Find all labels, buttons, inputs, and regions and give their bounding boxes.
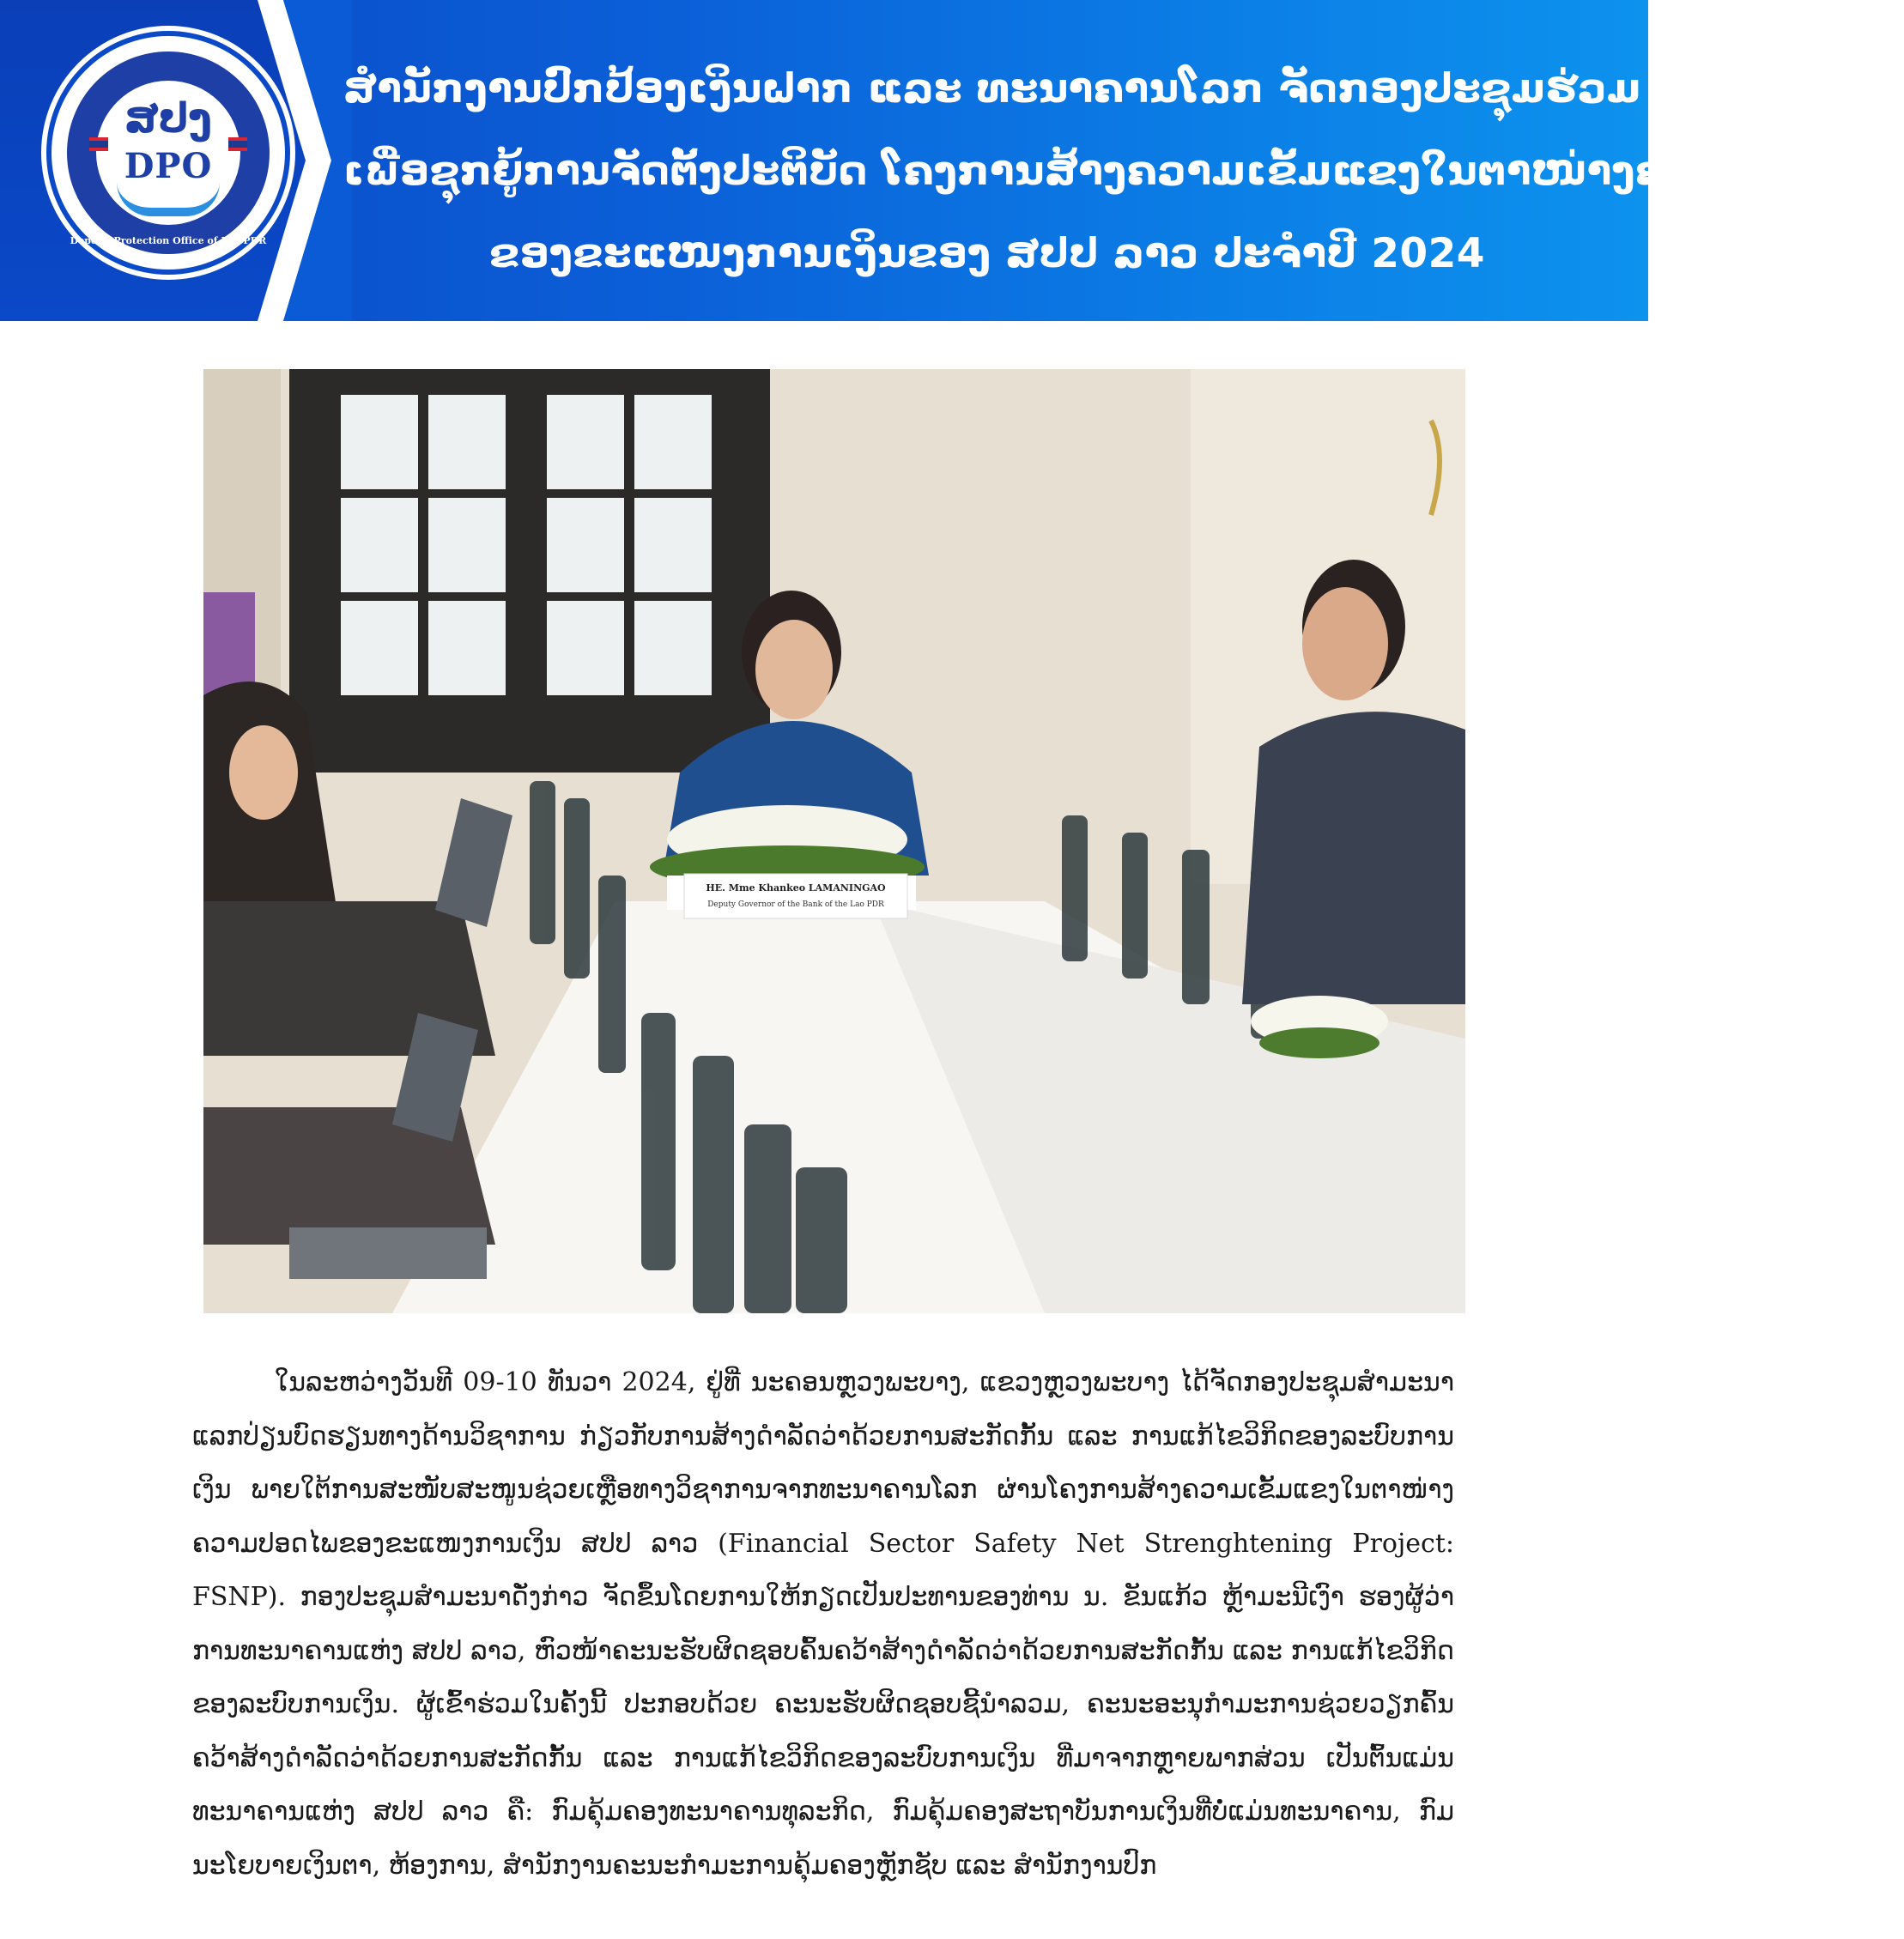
title-line-2: ເພື່ອຊຸກຍູ້ການຈັດຕັ້ງປະຕິບັດ ໂຄງການສ້າງຄວາມເຂັ້ມແຂງໃນຕາໜ່າງຄວາມປອດໄພ <box>343 148 1904 195</box>
article-paragraph: ໃນລະຫວ່າງວັນທີ 09-10 ທັນວາ 2024, ຢູ່ທີ່ ນະຄອນຫຼວງພະບາງ, ແຂວງຫຼວງພະບາງ ໄດ້ຈັດກອງປະຊຸມສໍາມະນາແລກປ່ຽນບົດຮຽນທາງດ້ານວິຊາການ ກ່ຽວກັບການສ້າງດໍາລັດວ່າດ້ວຍການສະກັດກັ້ນ ແລະ ການແກ້ໄຂວິກິດຂອງລະບົບການເງິນ ພາຍໃຕ້ການສະໜັບສະໜູນຊ່ວຍເຫຼືອທາງວິຊາການຈາກທະນາຄານໂລກ ຜ່ານໂຄງການສ້າງຄວາມເຂັ້ມແຂງໃນຕາໜ່າງຄວາມປອດໄພຂອງຂະແໜງການເງິນ ສປປ ລາວ (Financial Sector Safety Net Strenghtening Project: FSNP). ກອງປະຊຸມສໍາມະນາດັ່ງກ່າວ ຈັດຂຶ້ນໂດຍການໃຫ້ກຽດເປັນປະທານຂອງທ່ານ ນ. ຂັນແກ້ວ ຫຼ້າມະນີເງົາ ຮອງຜູ້ວ່າການທະນາຄານແຫ່ງ ສປປ ລາວ, ຫົວໜ້າຄະນະຮັບຜິດຊອບຄົ້ນຄວ້າສ້າງດໍາລັດວ່າດ້ວຍການສະກັດກັ້ນ ແລະ ການແກ້ໄຂວິກິດຂອງລະບົບການເງິນ. ຜູ້ເຂົ້າຮ່ວມໃນຄັ້ງນີ້ ປະກອບດ້ວຍ ຄະນະຮັບຜິດຊອບຊີ້ນໍາລວມ, ຄະນະອະນຸກໍາມະການຊ່ວຍວຽກຄົ້ນຄວ້າສ້າງດໍາລັດວ່າດ້ວຍການສະກັດກັ້ນ ແລະ ການແກ້ໄຂວິກິດຂອງລະບົບການເງິນ ທີ່ມາຈາກຫຼາຍພາກສ່ວນ ເປັນຕົ້ນແມ່ນ ທະນາຄານແຫ່ງ ສປປ ລາວ ຄື: ກົມຄຸ້ມຄອງທະນາຄານທຸລະກິດ, ກົມຄຸ້ມຄອງສະຖາບັນການເງິນທີ່ບໍ່ແມ່ນທະນາຄານ, ກົມນະໂຍບາຍເງິນຕາ, ຫ້ອງການ, ສໍານັກງານຄະນະກໍາມະການຄຸ້ມຄອງຫຼັກຊັບ ແລະ ສໍານັກງານປົກ <box>192 1367 1454 1881</box>
page-title <box>343 48 1904 295</box>
name-plate-line-2: Deputy Governor of the Bank of the Lao PDR <box>707 900 884 909</box>
meeting-photo <box>203 369 1465 1313</box>
title-line-3: ຂອງຂະແໜງການເງິນຂອງ ສປປ ລາວ ປະຈໍາປີ 2024 <box>488 230 1486 277</box>
logo-arc-text: Deposit Protection Office of Lao PDR <box>70 235 267 246</box>
logo-mark: ສປງ <box>124 94 212 142</box>
header-banner <box>0 0 1904 321</box>
name-plate-line-1: HE. Mme Khankeo LAMANINGAO <box>706 882 886 894</box>
logo-abbr: DPO <box>124 146 213 186</box>
title-line-1: ສໍານັກງານປົກປ້ອງເງິນຝາກ ແລະ ທະນາຄານໂລກ ຈັດກອງປະຊຸມຮ່ວມ <box>343 65 1641 112</box>
meeting-photo-illustration <box>203 369 1465 1313</box>
dpo-logo <box>52 36 285 270</box>
